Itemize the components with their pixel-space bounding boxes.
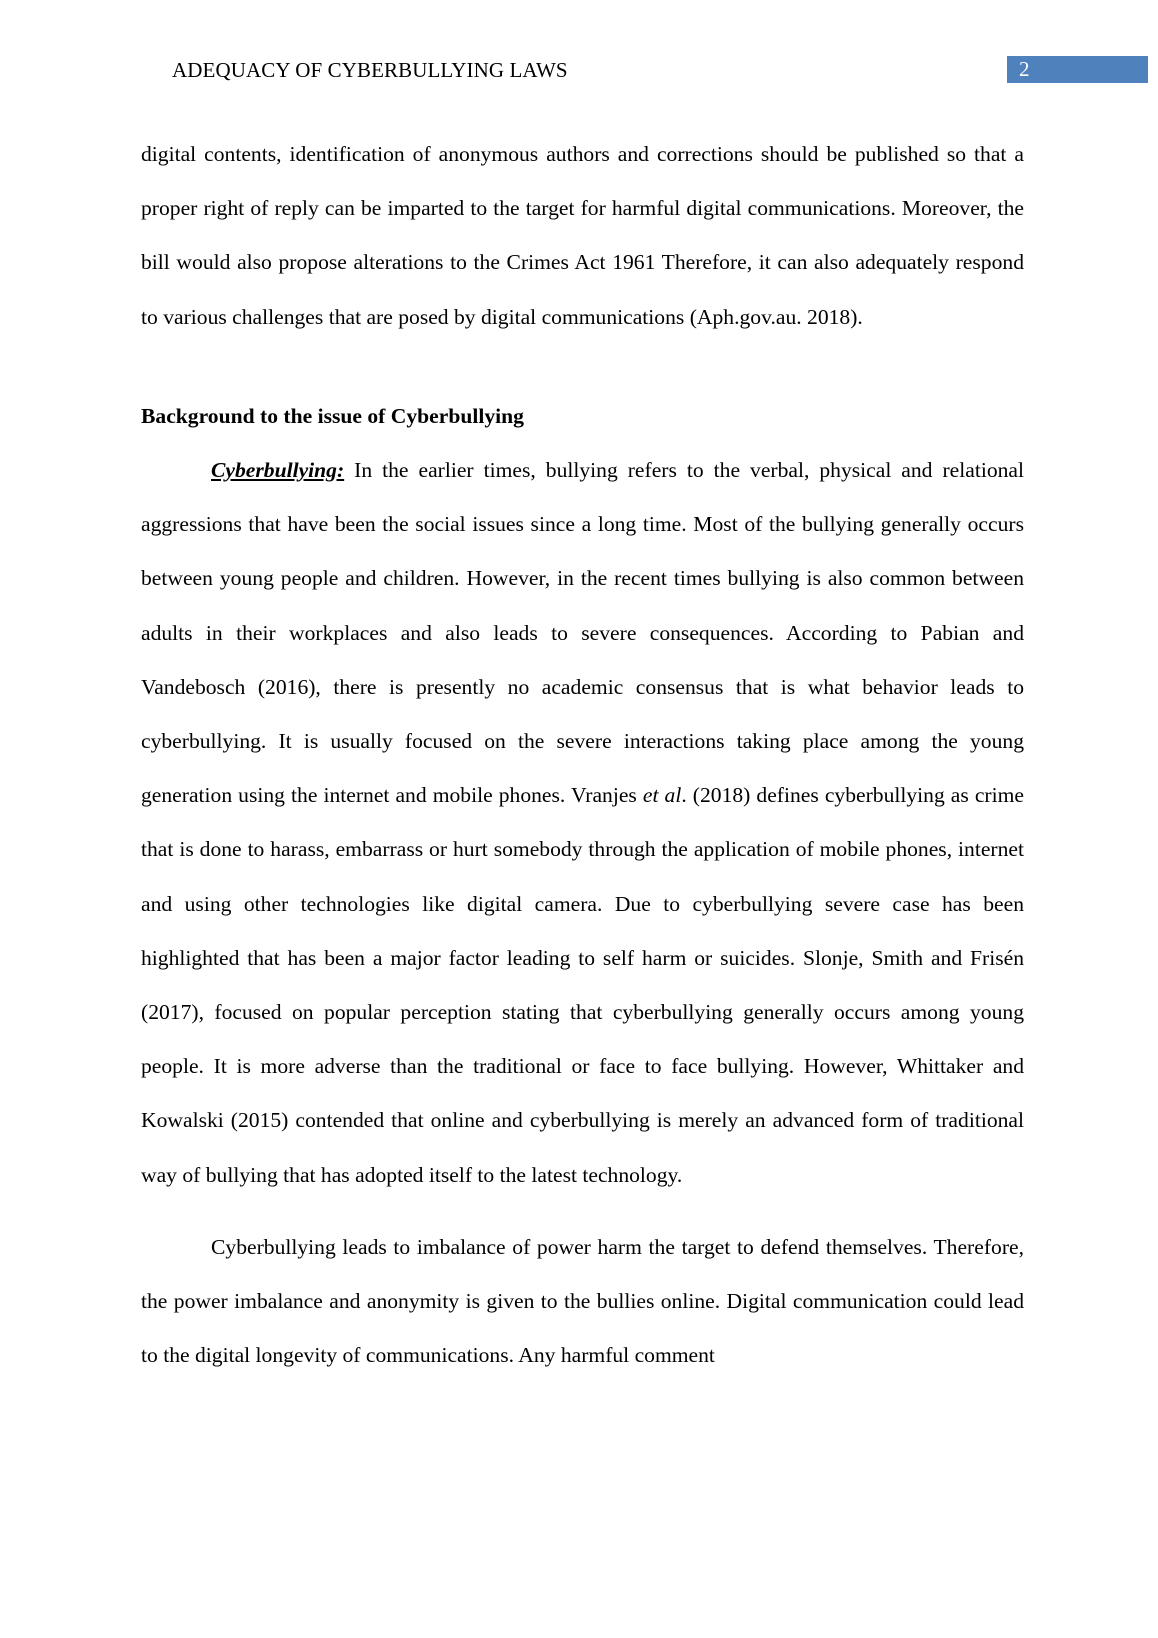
paragraph-text-part-2: . (2018) defines cyberbullying as crime that is done to harass, embarrass or hurt somebody through the application of mobile phones, internet and using other technologies like digital camera. Due to cyberbullying severe case has been highlighted that has been a major factor leading to self harm or suicides. Slonje, Smith and Frisén (2017), focused on popular perception stating that cyberbullying generally occurs among young people. It is more adverse than the traditional or face to face bullying. However, Whittaker and Kowalski (2015) contended that online and cyberbullying is merely an advanced form of traditional way of bullying that has adopted itself to the latest technology. [141,783,1024,1187]
paragraph-power-imbalance: Cyberbullying leads to imbalance of power harm the target to defend themselves. Therefore, the power imbalance and anonymity is given to the bullies online. Digital communication could lead to the digital longevity of communications. Any harmful comment [141,1234,1024,1368]
running-head: ADEQUACY OF CYBERBULLYING LAWS [172,58,568,82]
keyword-cyberbullying: Cyberbullying: [211,458,345,483]
page-header [0,56,1158,84]
section-heading: Background to the issue of Cyberbullying [141,403,524,428]
paragraph-text-part-1: In the earlier times, bullying refers to the verbal, physical and relational aggressions that have been the social issues since a long time. Most of the bullying generally occurs between young people and children. However, in the recent times bullying is also common between adults in their workplaces and also leads to severe consequences. According to Pabian and Vandebosch (2016), there is presently no academic consensus that is what behavior leads to cyberbullying. It is usually focused on the severe interactions taking place among the young generation using the internet and mobile phones. Vranjes [141,458,1024,808]
document-body [141,127,1024,1382]
et-al-italic: et al [642,783,682,808]
page-number: 2 [1007,56,1148,83]
paragraph-cyberbullying-definition [141,443,1024,1202]
paragraph-continued: digital contents, identification of anonymous authors and corrections should be published so that a proper right of reply can be imparted to the target for harmful digital communications. Moreover, the bill would also propose alterations to the Crimes Act 1961 Therefore, it can also adequately respond to various challenges that are posed by digital communications (Aph.gov.au. 2018). [141,142,1024,329]
